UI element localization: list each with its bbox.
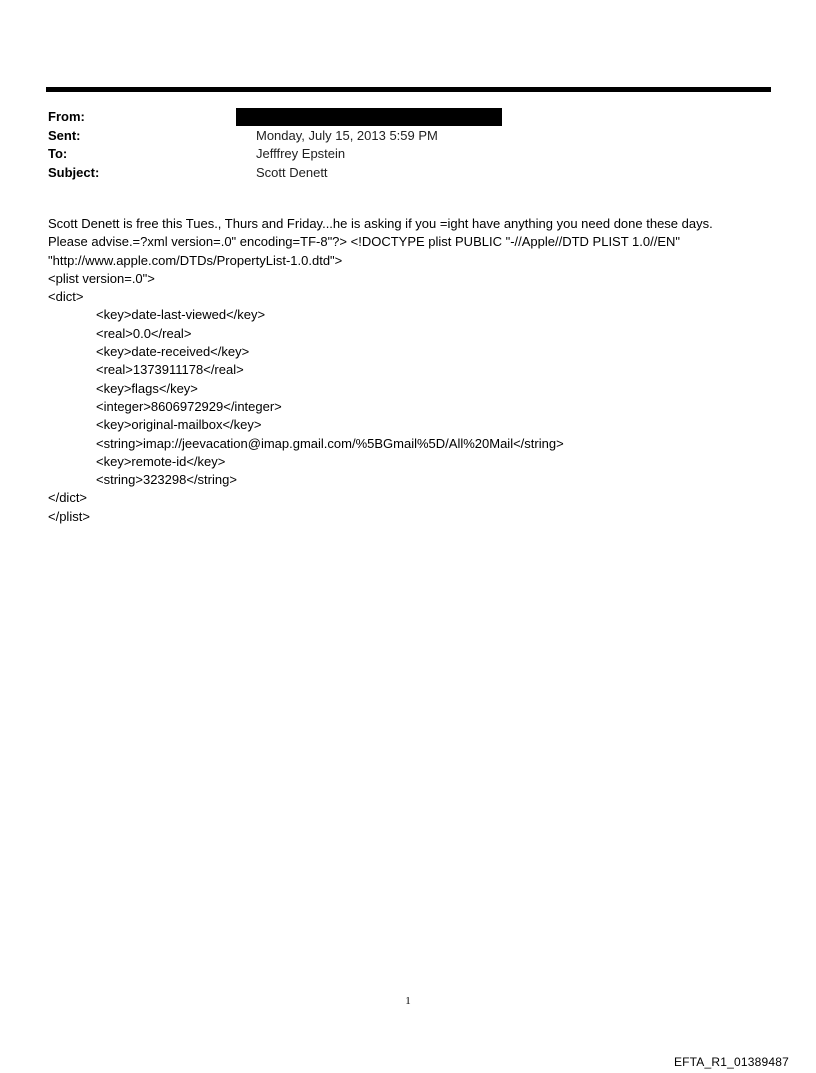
body-line: <string>323298</string>	[96, 472, 237, 488]
body-line: <plist version=.0">	[48, 270, 155, 286]
body-line: <dict>	[48, 289, 84, 305]
body-line: Please advise.=?xml version=.0" encoding=TF-8"?> <!DOCTYPE plist PUBLIC "-//Apple//DTD PLIST 1.0//EN"	[48, 234, 681, 250]
email-body	[48, 215, 778, 526]
body-line: Scott Denett is free this Tues., Thurs and Friday...he is asking if you =ight have anything you need done these days.	[48, 216, 713, 231]
body-line: <string>imap://jeevacation@imap.gmail.com/%5BGmail%5D/All%20Mail</string>	[96, 435, 564, 451]
from-label: From:	[48, 109, 85, 124]
page-number: 1	[405, 995, 411, 1007]
from-row	[48, 108, 768, 127]
top-rule	[46, 87, 771, 92]
body-line: <integer>8606972929</integer>	[96, 398, 282, 414]
body-line: <key>date-received</key>	[96, 344, 250, 360]
body-line: </plist>	[48, 508, 90, 524]
body-line: <key>flags</key>	[96, 380, 198, 396]
to-value: Jefffrey Epstein	[256, 146, 346, 161]
body-line: "http://www.apple.com/DTDs/PropertyList-1.0.dtd">	[48, 252, 343, 268]
sent-value: Monday, July 15, 2013 5:59 PM	[256, 127, 438, 143]
to-row	[48, 145, 768, 164]
sent-row	[48, 127, 768, 146]
body-line: <key>date-last-viewed</key>	[96, 307, 266, 323]
to-label: To:	[48, 146, 68, 161]
subject-value: Scott Denett	[256, 164, 328, 180]
redaction-bar	[236, 108, 502, 126]
body-line: <key>original-mailbox</key>	[96, 417, 262, 433]
body-line: <real>1373911178</real>	[96, 362, 244, 378]
subject-label: Subject:	[48, 164, 100, 180]
sent-label: Sent:	[48, 127, 81, 143]
body-line: <key>remote-id</key>	[96, 453, 226, 469]
subject-row	[48, 164, 768, 183]
body-line: </dict>	[48, 490, 88, 506]
body-line: <real>0.0</real>	[96, 325, 192, 341]
email-header	[48, 108, 768, 182]
bates-number: EFTA_R1_01389487	[673, 1055, 789, 1069]
